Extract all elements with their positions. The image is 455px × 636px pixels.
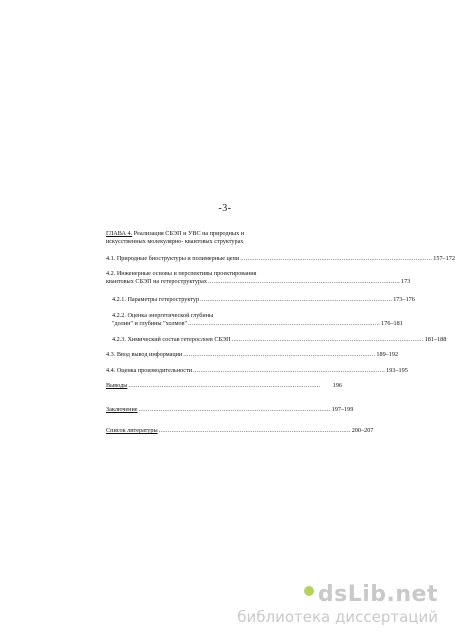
toc-chapter-4: [106, 230, 342, 246]
watermark-logo: [237, 582, 438, 607]
dot-leader: ........................................................................................................: [240, 255, 433, 262]
toc-entry-4-2-2: [112, 312, 403, 328]
toc-entry-4-2-3: [112, 336, 447, 344]
toc-entry-references: [106, 427, 374, 435]
watermark-logo-text: dsLib.net: [317, 582, 438, 607]
toc-entry-4-4: [106, 367, 408, 375]
toc-entry-4-2-1: [112, 296, 415, 304]
chapter-subtitle-line-2: искусственных молекулярно- квантовых структурах: [106, 238, 244, 245]
toc-entry-page: 197–199: [331, 406, 354, 413]
toc-entry-summary: [106, 406, 354, 414]
toc-entry-page: 181–188: [424, 336, 447, 343]
watermark-subtitle: библиотека диссертаций: [237, 608, 438, 626]
toc-entry-page: 196: [332, 382, 342, 389]
toc-entry-label: 4.1. Природные биоструктуры и полимерные цепи: [106, 255, 240, 262]
toc-entry-4-3: [106, 351, 399, 359]
toc-entry-label: 4.2.1. Параметры гетероструктур: [112, 296, 200, 303]
toc-entry-label: Заключение: [106, 406, 138, 413]
toc-entry-page: 189–192: [376, 351, 399, 358]
toc-entry-label: 4.3. Ввод вывод информации: [106, 351, 183, 358]
toc-entry-label-line-2: квантовых СБЭП на гетероструктурах: [106, 278, 207, 285]
dot-leader: ........................................................................................................: [158, 427, 351, 434]
dot-leader: ........................................................................................................: [231, 336, 424, 343]
toc-entry-page: 157–172: [433, 255, 455, 262]
dot-leader: ........................................................................................................: [183, 351, 376, 358]
toc-entry-4-1: [106, 255, 455, 263]
toc-entry-page: 173–176: [393, 296, 415, 303]
toc-entry-label: 4.4. Оценка производительности: [106, 367, 193, 374]
toc-entry-label-line-1: 4.2. Инженерные основы и перспективы проектирования: [106, 270, 257, 277]
dot-leader: ........................................................................................................: [138, 406, 331, 413]
toc-entry-label: Выводы: [106, 382, 128, 389]
dot-leader: ........................................................................................................: [207, 278, 401, 285]
toc-entry-label-line-2: "долин" и глубины "холмов": [112, 320, 188, 327]
dot-leader: ........................................................................................................: [188, 320, 381, 327]
toc-entry-label-line-1: 4.2.2. Оценка энергетической глубины: [112, 312, 214, 319]
toc-entry-page: 176–181: [381, 320, 403, 327]
dot-leader: ........................................................................................................: [128, 382, 321, 389]
toc-entry-page: 193–195: [386, 367, 408, 374]
watermark: [237, 582, 438, 626]
toc-entry-4-2: [106, 270, 411, 286]
dot-leader: ........................................................................................................: [193, 367, 386, 374]
page-number: -3-: [218, 203, 232, 214]
toc-entry-conclusions: [106, 382, 342, 390]
toc-entry-page: 173: [401, 278, 411, 285]
dot-leader: ........................................................................................................: [200, 296, 393, 303]
logo-dot-icon: [304, 586, 314, 596]
chapter-title: ГЛАВА 4.: [106, 230, 133, 237]
toc-entry-label: Список литературы: [106, 427, 158, 434]
chapter-subtitle-line-1: Реализация СБЭП и УВС на природных и: [132, 230, 245, 237]
toc-entry-page: 200–207: [351, 427, 374, 434]
toc-entry-label: 4.2.3. Химический состав гетерослоев СБЭП: [112, 336, 231, 343]
